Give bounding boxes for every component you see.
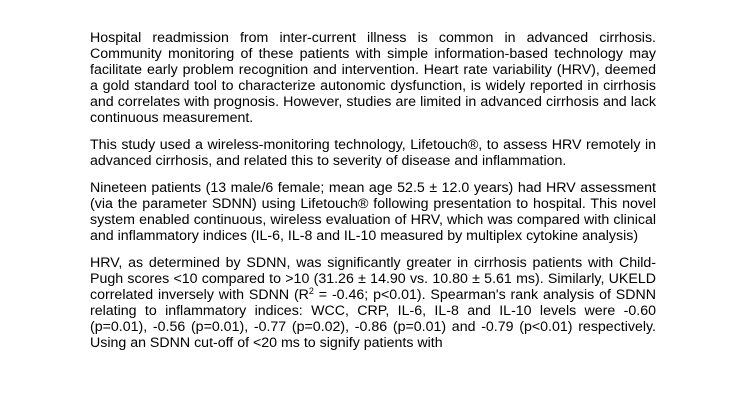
paragraph-aims: This study used a wireless-monitoring technology, Lifetouch®, to assess HRV remotely in advanced cirrhosis, and related this to severity of disease and inflammation. [90,137,656,169]
results-text-part1: HRV, as determined by SDNN, was significantly greater in cirrhosis patients with Child-Pugh scores <10 compared to >10 (31.26 ± 14.90 vs. 10.80 ± 5.61 ms). Similarly, UKELD correlated inversely with SDNN (R [90,255,656,303]
paragraph-results [90,255,656,351]
abstract-body [90,30,656,362]
results-text-part2: = -0.46; p<0.01). Spearman's rank analysis of SDNN relating to inflammatory indices: WCC, CRP, IL-6, IL-8 and IL-10 levels were -0.60 (p=0.01), -0.56 (p=0.01), -0.77 (p=0.02), -0.86 (p=0.01) and -0.79 (p<0.01) respectively. Using an SDNN cut-off of <20 ms to signify patients with [90,287,656,351]
paragraph-background: Hospital readmission from inter-current illness is common in advanced cirrhosis. Community monitoring of these patients with simple information-based technology may facilitate early problem recognition and intervention. Heart rate variability (HRV), deemed a gold standard tool to characterize autonomic dysfunction, is widely reported in cirrhosis and correlates with prognosis. However, studies are limited in advanced cirrhosis and lack continuous measurement. [90,30,656,126]
results-superscript: 2 [308,286,314,296]
paragraph-methods: Nineteen patients (13 male/6 female; mean age 52.5 ± 12.0 years) had HRV assessment (via the parameter SDNN) using Lifetouch® following presentation to hospital. This novel system enabled continuous, wireless evaluation of HRV, which was compared with clinical and inflammatory indices (IL-6, IL-8 and IL-10 measured by multiplex cytokine analysis) [90,180,656,244]
